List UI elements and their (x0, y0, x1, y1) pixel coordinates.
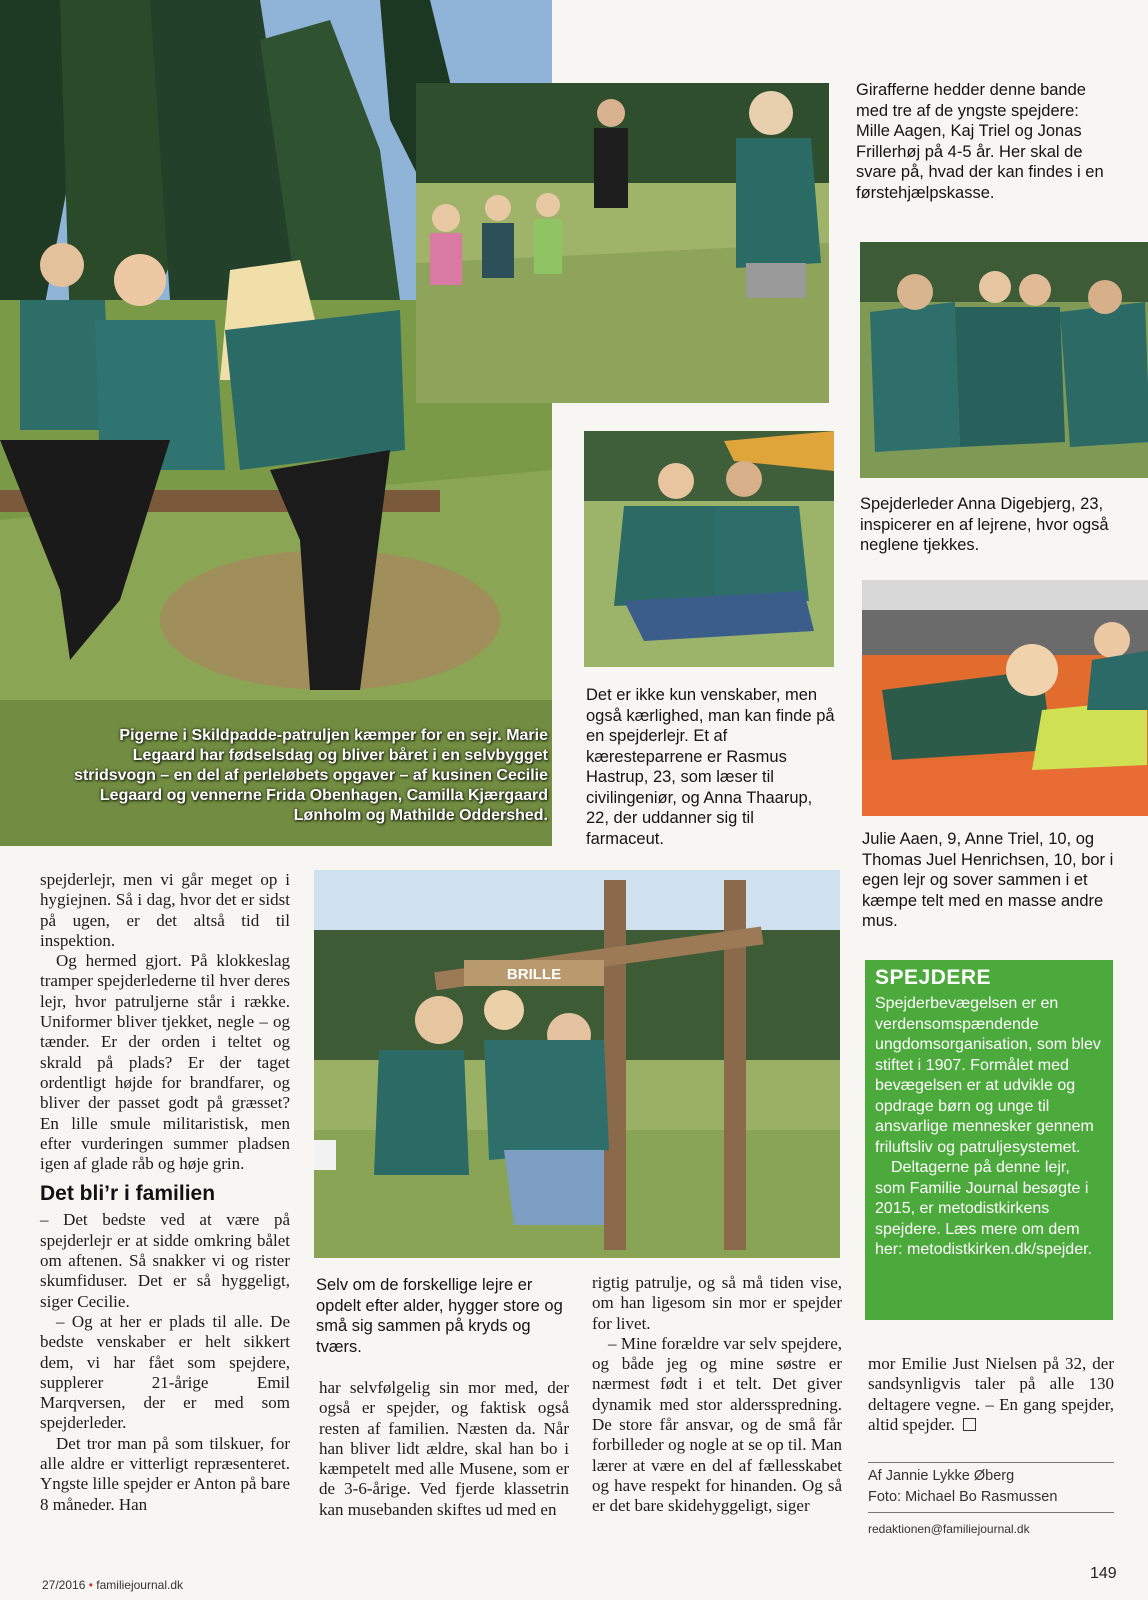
credit-author: Af Jannie Lykke Øberg (868, 1468, 1015, 1484)
footer-bullet-icon: • (88, 1578, 93, 1592)
caption-inspection (860, 494, 1114, 556)
caption-giraffes (856, 80, 1110, 203)
credits-bottom-rule (868, 1512, 1114, 1513)
credits (868, 1466, 1114, 1508)
article-paragraph (868, 1354, 1114, 1435)
factbox-title: SPEJDERE (875, 966, 992, 989)
article-subheading: Det bli’r i familien (40, 1182, 216, 1206)
article-paragraph: – Det bedste ved at være på spejderlejr er at sidde omkring bålet om aftenen. Så snakker vi og rister skumfiduser. Det er så hyggeligt, siger Cecilie. (40, 1210, 290, 1311)
article-paragraph: Og hermed gjort. På klokkeslag tramper spejderlederne til hver deres lejr, hvor patruljerne står i række. Uniformer bliver tjekket, negle – og tænder. Er der orden i teltet og skrald på plads? Er der taget ordentligt højde for brandfarer, og bliver der passet godt på græsset? En lille smule militaristisk, men efter vurderingen summer pladsen igen af glade råb og høje grin. (40, 951, 290, 1174)
caption-mice (862, 829, 1116, 932)
page-number: 149 (1090, 1565, 1117, 1582)
caption-gate-text: Selv om de forskellige lejre er opdelt efter alder, hygger store og små sig sammen på kryds og tværs. (316, 1276, 563, 1356)
article-column-1 (40, 870, 290, 1515)
photo-gate-camp (314, 870, 840, 1258)
footer-site: familiejournal.dk (96, 1578, 183, 1592)
article-paragraph: rigtig patrulje, og så må tiden vise, om han ligesom sin mor er spejder for livet. (592, 1273, 842, 1333)
article-paragraph: – Mine forældre var selv spejdere, og både jeg og mine søstre er nærmest født i et telt. Det giver dynamik med stor aldersspredning. De store får ansvar, og de små får forbilleder og nogle at se op til. Man lærer at være en del af fællesskabet og have respekt for hinanden. Og så er det bare skidehyggeligt, siger (592, 1333, 842, 1516)
footer-issue (42, 1578, 183, 1592)
photo-giraffes-group (416, 83, 829, 403)
article-column-3 (592, 1273, 842, 1517)
caption-main-photo: Pigerne i Skildpadde-patruljen kæmper for en sejr. Marie Legaard har fødselsdag og bliver båret i en selvbygget stridsvogn – en del af perleløbets opgaver – af kusinen Cecilie Legaard og vennerne Frida Obenhagen, Camilla Kjærgaard Lønholm og Mathilde Oddershed. (74, 727, 548, 824)
gate-sign-text: BRILLE (506, 966, 562, 983)
factbox-spejdere (865, 960, 1113, 1320)
credit-photo: Foto: Michael Bo Rasmussen (868, 1489, 1058, 1505)
footer-issue-number: 27/2016 (42, 1578, 86, 1592)
credits-top-rule (868, 1462, 1114, 1463)
credit-email: redaktionen@familiejournal.dk (868, 1522, 1030, 1536)
caption-couple (586, 685, 836, 849)
caption-inspection-text: Spejderleder Anna Digebjerg, 23, inspicerer en af lejrene, hvor også neglene tjekkes. (860, 495, 1109, 554)
factbox-paragraph: Spejderbevægelsen er en verdensomspændende ungdomsorganisation, som blev stiftet i 1907. Formålet med bevægelsen er at udvikle og opdrage børn og unge til ansvarlige mennesker gennem friluftsliv og patruljesystemet. (875, 995, 1101, 1156)
factbox-paragraph: Deltagerne på denne lejr, som Familie Journal besøgte i 2015, er metodistkirkens spejdere. Læs mere om dem her: metodistkirken.dk/spejder. (875, 1159, 1092, 1258)
caption-mice-text: Julie Aaen, 9, Anne Triel, 10, og Thomas Juel Henrichsen, 10, bor i egen lejr og sover sammen i et kæmpe telt med en masse andre mus. (862, 830, 1114, 930)
article-final-text: mor Emilie Just Nielsen på 32, der sandsynligvis taler på alle 130 deltagere vegne. – En gang spejder, altid spejder. (868, 1354, 1114, 1434)
caption-couple-text: Det er ikke kun venskaber, men også kærlighed, man kan finde på en spejderlejr. Et af kæresteparrene er Rasmus Hastrup, 23, som læser til civilingeniør, og Anna Thaarup, 22, der uddanner sig til farmaceut. (586, 686, 835, 848)
article-paragraph: har selvfølgelig sin mor med, der også er spejder, og faktisk også resten af familien. Næsten da. Når han bliver lidt ældre, skal han bo i kæmpetelt med alle Musene, som er de 3-6-årige. Ved fjerde klassetrin kan musebanden skiftes ud med en (319, 1378, 569, 1519)
end-mark-icon (963, 1418, 976, 1431)
photo-inspection (860, 242, 1148, 478)
article-column-2 (319, 1378, 569, 1520)
photo-couple (584, 431, 834, 667)
article-paragraph: – Og at her er plads til alle. De bedste venskaber er helt sikkert dem, vi har fået som spejdere, supplerer 21-årige Emil Marqversen, der er med som spejderleder. (40, 1311, 290, 1433)
article-paragraph: spejderlejr, men vi går meget op i hygiejnen. Så i dag, hvor det er sidst på ugen, er det altså tid til inspektion. (40, 870, 290, 950)
article-paragraph: Det tror man på som tilskuer, for alle aldre er vitterligt repræsenteret. Yngste lille spejder er Anton på bare 8 måneder. Han (40, 1433, 290, 1514)
caption-gate (316, 1275, 566, 1357)
photo-mice-tent (862, 580, 1148, 816)
caption-giraffes-text: Girafferne hedder denne bande med tre af de yngste spejdere: Mille Aagen, Kaj Triel og Jonas Frillerhøj på 4-5 år. Her skal de svare på, hvad der kan findes i en førstehjælpskasse. (856, 81, 1104, 202)
article-column-4 (868, 1354, 1114, 1435)
